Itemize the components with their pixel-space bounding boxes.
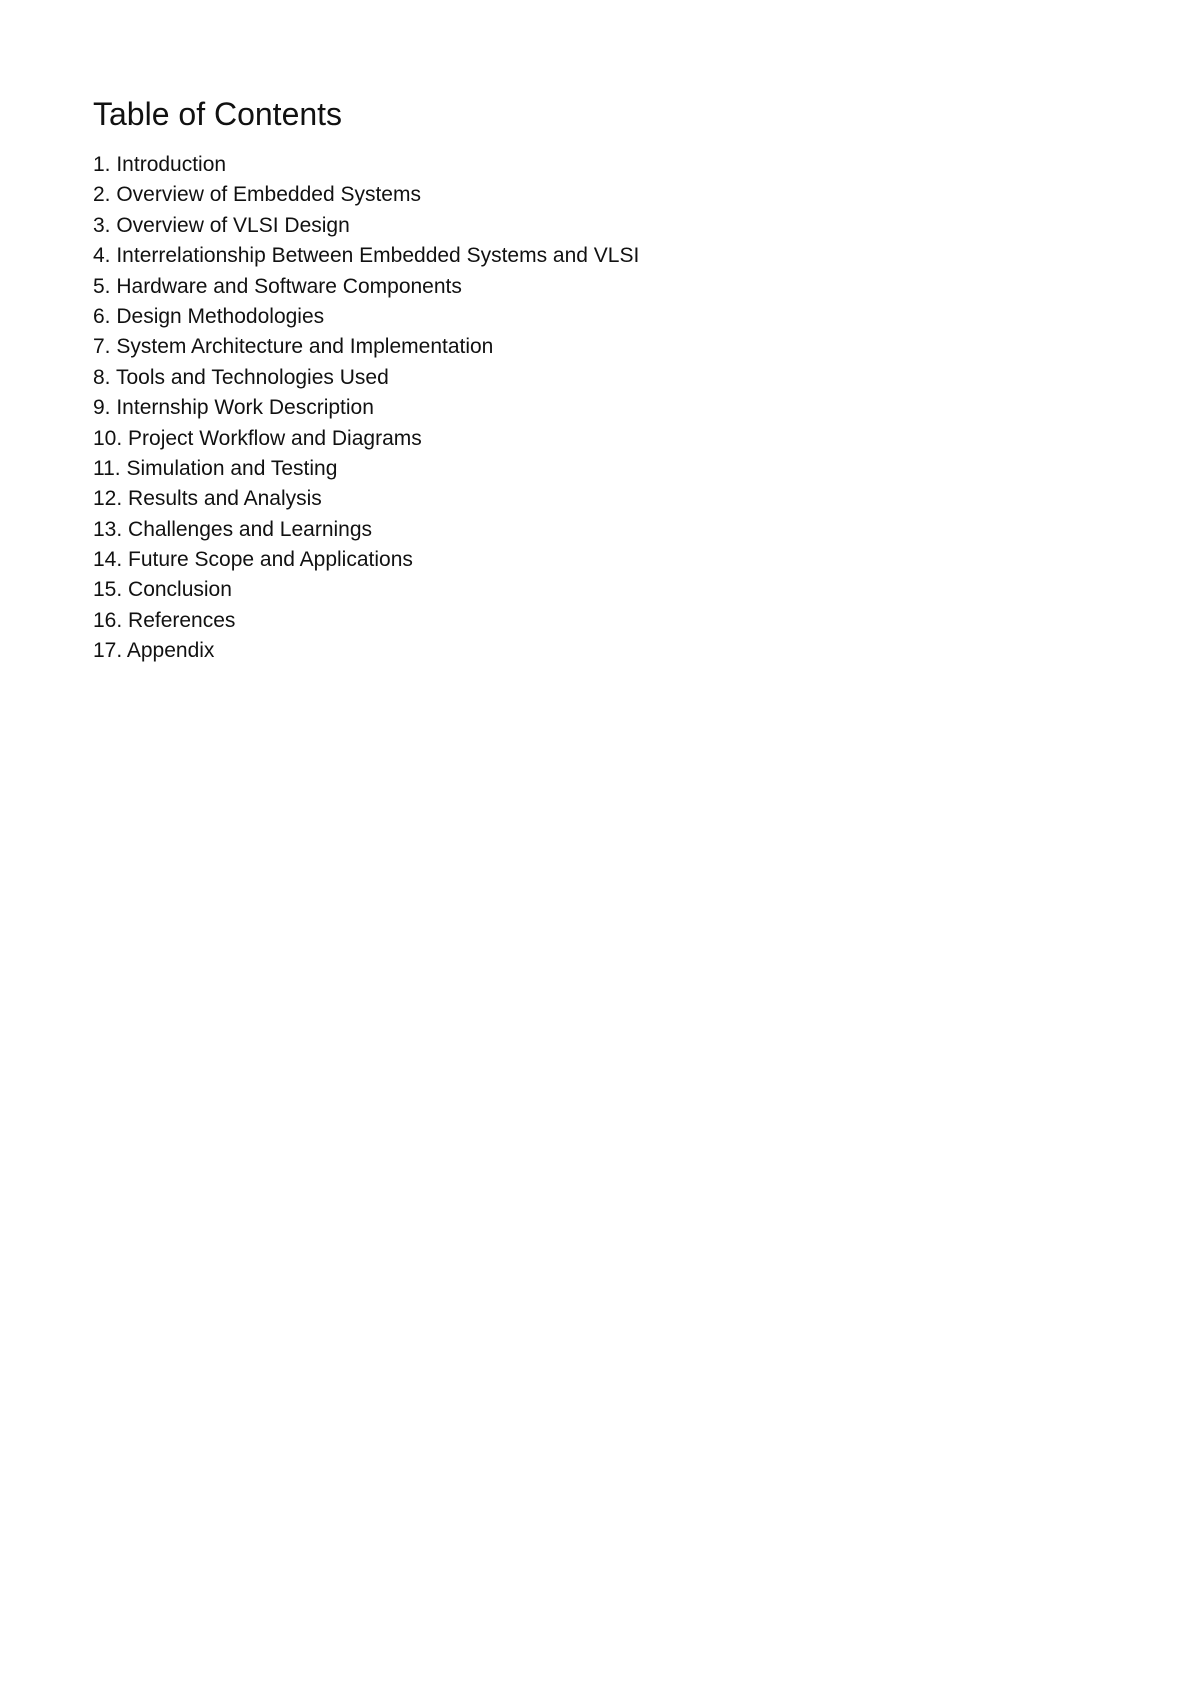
- toc-entry-interrelationship: 4. Interrelationship Between Embedded Systems and VLSI: [93, 244, 640, 268]
- toc-entry-tools-technologies: 8. Tools and Technologies Used: [93, 365, 389, 389]
- toc-entry-project-workflow: 10. Project Workflow and Diagrams: [93, 426, 422, 450]
- toc-entry-future-scope: 14. Future Scope and Applications: [93, 548, 413, 572]
- toc-entry-introduction: 1. Introduction: [93, 153, 227, 176]
- toc-entry-embedded-systems: 2. Overview of Embedded Systems: [93, 183, 421, 207]
- toc-entry-challenges-learnings: 13. Challenges and Learnings: [93, 517, 373, 541]
- toc-list: [93, 150, 1093, 667]
- toc-entry-conclusion: 15. Conclusion: [93, 578, 232, 602]
- toc-entry-vlsi-design: 3. Overview of VLSI Design: [93, 213, 350, 237]
- toc-entry-design-methodologies: 6. Design Methodologies: [93, 304, 325, 328]
- toc-entry-appendix: 17. Appendix: [93, 639, 215, 663]
- toc-entry-simulation-testing: 11. Simulation and Testing: [93, 456, 338, 480]
- table-of-contents: [93, 92, 1093, 667]
- toc-title: Table of Contents: [93, 96, 343, 132]
- toc-entry-hardware-software: 5. Hardware and Software Components: [93, 274, 462, 298]
- toc-entry-results-analysis: 12. Results and Analysis: [93, 487, 322, 511]
- toc-entry-references: 16. References: [93, 608, 236, 632]
- toc-entry-internship-work: 9. Internship Work Description: [93, 396, 374, 420]
- toc-entry-system-architecture: 7. System Architecture and Implementation: [93, 335, 494, 359]
